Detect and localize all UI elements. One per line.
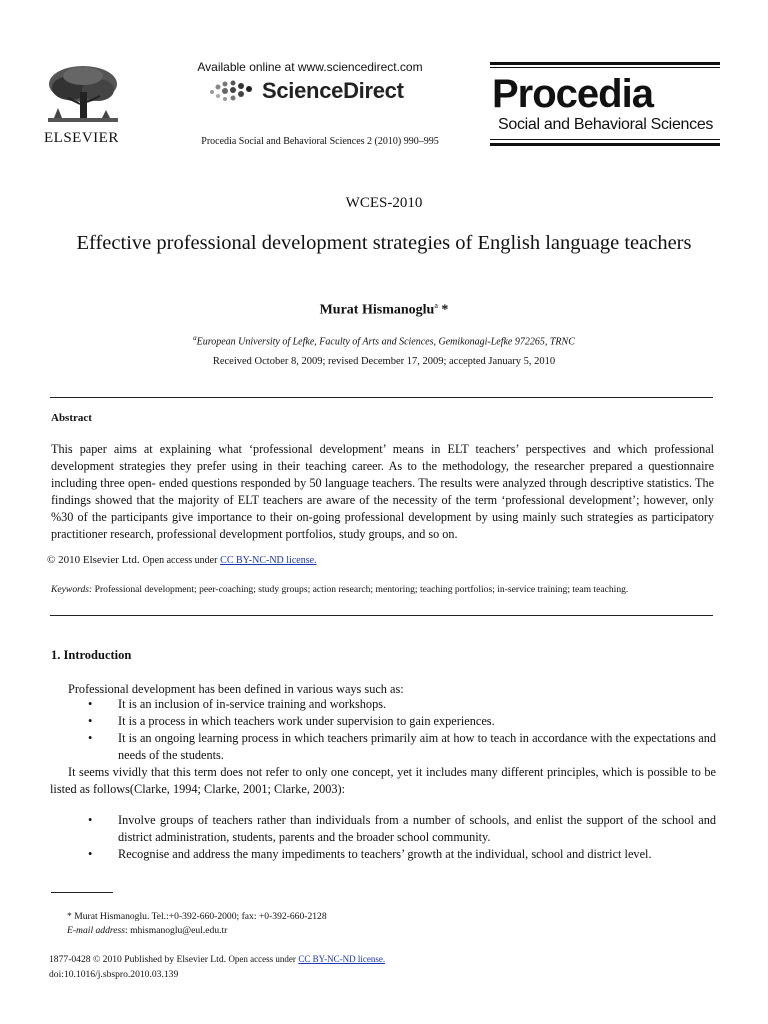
email-label: E-mail address (67, 925, 126, 936)
open-access-text: Open access under (142, 555, 218, 566)
procedia-title: Procedia (492, 72, 653, 116)
article-title: Effective professional development strategies of English language teachers (76, 232, 692, 254)
author-corresponding-mark: * (437, 302, 449, 318)
bullet-symbol: • (88, 731, 93, 745)
sciencedirect-dots-icon (206, 78, 256, 104)
license-link[interactable]: CC BY-NC-ND license. (220, 555, 317, 566)
procedia-rule-bottom-thin (490, 139, 720, 140)
author-line (0, 301, 768, 319)
list-item-text: Recognise and address the many impediments to teachers’ growth at the individual, school and district level. (118, 847, 652, 861)
abstract-heading: Abstract (51, 412, 92, 424)
procedia-rule-top (490, 62, 720, 65)
section-heading: 1. Introduction (51, 648, 132, 662)
footer-doi: doi:10.1016/j.sbspro.2010.03.139 (49, 969, 179, 980)
bullet-list-1 (88, 696, 716, 764)
affiliation (0, 334, 768, 347)
procedia-subtitle: Social and Behavioral Sciences (498, 116, 714, 133)
list-item (88, 696, 716, 713)
bullet-symbol: • (88, 813, 93, 827)
conference-label: WCES-2010 (345, 195, 423, 211)
footnote-email (67, 925, 227, 936)
issn-text: 1877-0428 © 2010 Published by Elsevier Ltd. (49, 954, 227, 965)
publisher-name: ELSEVIER (44, 130, 119, 146)
list-item (88, 713, 716, 730)
sciencedirect-logo (206, 78, 404, 104)
list-item (88, 730, 716, 764)
affiliation-text: European University of Lefke, Faculty of Arts and Sciences, Gemikonagi-Lefke 972265, TRNC (196, 336, 575, 348)
available-online-text: Available online at www.sciencedirect.com (197, 60, 423, 74)
affiliation-mark: a (193, 334, 197, 342)
list-item-text: Involve groups of teachers rather than individuals from a number of schools, and enlist the support of the school and district administration, students, parents and the broader school community. (118, 813, 716, 844)
bullet-list-2 (88, 812, 716, 863)
abstract-bottom-rule (50, 615, 713, 616)
footer-open-access: Open access under (228, 954, 296, 964)
abstract-top-rule (50, 397, 713, 398)
procedia-rule-bottom (490, 143, 720, 146)
author-name: Murat Hismanoglu (319, 302, 435, 318)
procedia-rule-top-thin (490, 67, 720, 68)
keywords (51, 583, 714, 597)
footnote-contact: * Murat Hismanoglu. Tel.:+0-392-660-2000; fax: +0-392-660-2128 (67, 911, 327, 922)
intro-paragraph-2: It seems vividly that this term does not refer to only one concept, yet it includes many different principles, which is possible to be listed as follows(Clarke, 1994; Clarke, 2001; Clarke, 2003): (50, 765, 716, 796)
copyright-line (47, 554, 317, 566)
list-item-text: It is an ongoing learning process in which teachers primarily aim at how to teach in accordance with the expectations and needs of the students. (118, 731, 716, 762)
copyright-text: © 2010 Elsevier Ltd. (47, 554, 140, 566)
keywords-text: Professional development; peer-coaching; study groups; action research; mentoring; teaching portfolios; in-service training; team teaching. (94, 584, 629, 595)
keywords-label: Keywords: (51, 584, 93, 595)
article-dates: Received October 8, 2009; revised December 17, 2009; accepted January 5, 2010 (212, 356, 556, 367)
author-affil-mark: a (434, 301, 438, 310)
journal-reference: Procedia Social and Behavioral Sciences 2 (2010) 990–995 (201, 136, 439, 147)
bullet-symbol: • (88, 847, 93, 861)
intro-paragraph-1: Professional development has been defined in various ways such as: (68, 682, 404, 696)
list-item (88, 846, 716, 863)
bullet-symbol: • (88, 697, 93, 711)
list-item (88, 812, 716, 846)
email-address: : mhismanoglu@eul.edu.tr (125, 925, 228, 936)
footer-issn (49, 954, 385, 965)
footer-license-link[interactable]: CC BY-NC-ND license. (298, 954, 386, 964)
sciencedirect-wordmark: ScienceDirect (262, 78, 404, 103)
list-item-text: It is an inclusion of in-service training and workshops. (118, 697, 387, 711)
abstract-text: This paper aims at explaining what ‘professional development’ means in ELT teachers’ perspectives and which professional development strategies they prefer using in their teaching career. As to the methodology, the researcher prepared a questionnaire including three open- ended questions responded by 50 language teachers. The results were analyzed through descriptive statistics. The findings showed that the majority of ELT teachers are aware of the necessity of the term ‘professional development’; however, only %30 of the participants give importance to their on-going professional development by using mainly such strategies as participatory practitioner research, professional development portfolios, study groups, and so on. (51, 442, 714, 541)
footnote-rule (51, 892, 113, 893)
list-item-text: It is a process in which teachers work under supervision to gain experiences. (118, 714, 495, 728)
bullet-symbol: • (88, 714, 93, 728)
